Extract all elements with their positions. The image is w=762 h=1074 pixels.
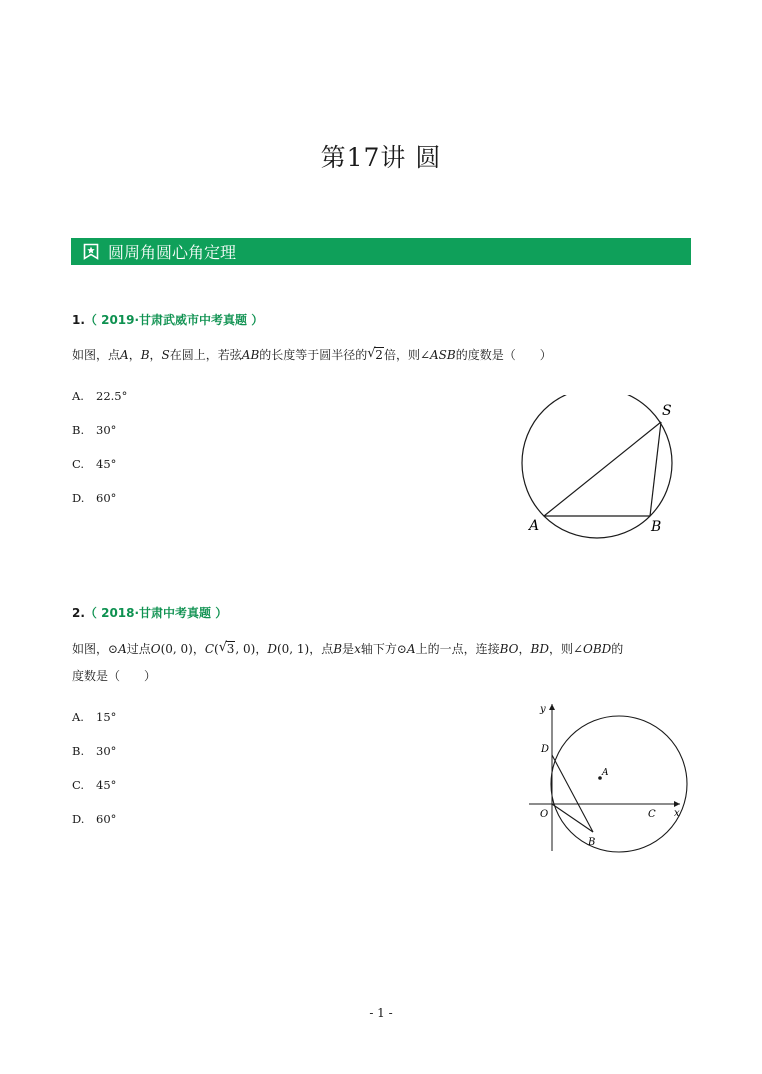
q2-circle-a (551, 716, 687, 852)
q1-chord-bs (650, 422, 661, 516)
page-title: 第17讲 圆 (320, 143, 442, 172)
q2-label-x: x (674, 808, 680, 819)
q1-label-b: B (651, 519, 662, 535)
bookmark-star-icon (83, 243, 99, 260)
q2-option-c[interactable]: C. 45° (72, 778, 117, 792)
question-1-source: （ 2019·甘肃武威市中考真题 ） (84, 313, 264, 327)
q2-option-d[interactable]: D. 60° (72, 812, 117, 826)
question-2-text (72, 636, 702, 690)
question-2-header (72, 604, 227, 621)
question-2-number: 2. (72, 606, 85, 620)
q2-figure (525, 698, 690, 853)
section-header (71, 238, 691, 265)
q1-label-s: S (662, 403, 672, 419)
sqrt-symbol: √ 3 (218, 640, 235, 656)
q2-label-c: C (648, 809, 656, 820)
q1-option-c[interactable]: C. 45° (72, 457, 117, 471)
q1-option-d[interactable]: D. 60° (72, 491, 117, 505)
q2-label-a: A (602, 768, 609, 778)
q1-figure (515, 395, 685, 540)
q2-segment-bd (552, 755, 593, 832)
q2-label-b: B (588, 837, 596, 848)
question-2-line-2: 度数是（ ） (72, 669, 157, 683)
q2-option-a[interactable]: A. 15° (72, 710, 117, 724)
question-2-line-1: 如图，⊙A过点O(0, 0)，C( √ 3, 0)，D(0, 1)，点B是x轴下方⊙A上的一点，连接BO，BD，则∠OBD的 (72, 636, 702, 663)
q1-option-a[interactable]: A. 22.5° (72, 389, 128, 403)
question-1-header (72, 311, 263, 328)
q2-label-y: y (540, 704, 546, 715)
q1-label-a: A (529, 518, 540, 534)
q2-option-b[interactable]: B. 30° (72, 744, 117, 758)
question-1-number: 1. (72, 313, 85, 327)
q1-option-b[interactable]: B. 30° (72, 423, 117, 437)
page-number: - 1 - (369, 1006, 393, 1020)
q1-chord-as (544, 422, 661, 516)
q2-label-d: D (541, 744, 550, 755)
q2-label-o: O (540, 809, 549, 820)
sqrt-symbol: √ 2 (367, 346, 383, 362)
q2-segment-bo (552, 804, 593, 832)
question-1-text: 如图，点A，B，S在圆上，若弦AB的长度等于圆半径的 √ 2倍，则∠ASB的度数是（ ） (72, 342, 552, 369)
section-title: 圆周角圆心角定理 (108, 243, 237, 262)
question-2-source: （ 2018·甘肃中考真题 ） (84, 606, 228, 620)
